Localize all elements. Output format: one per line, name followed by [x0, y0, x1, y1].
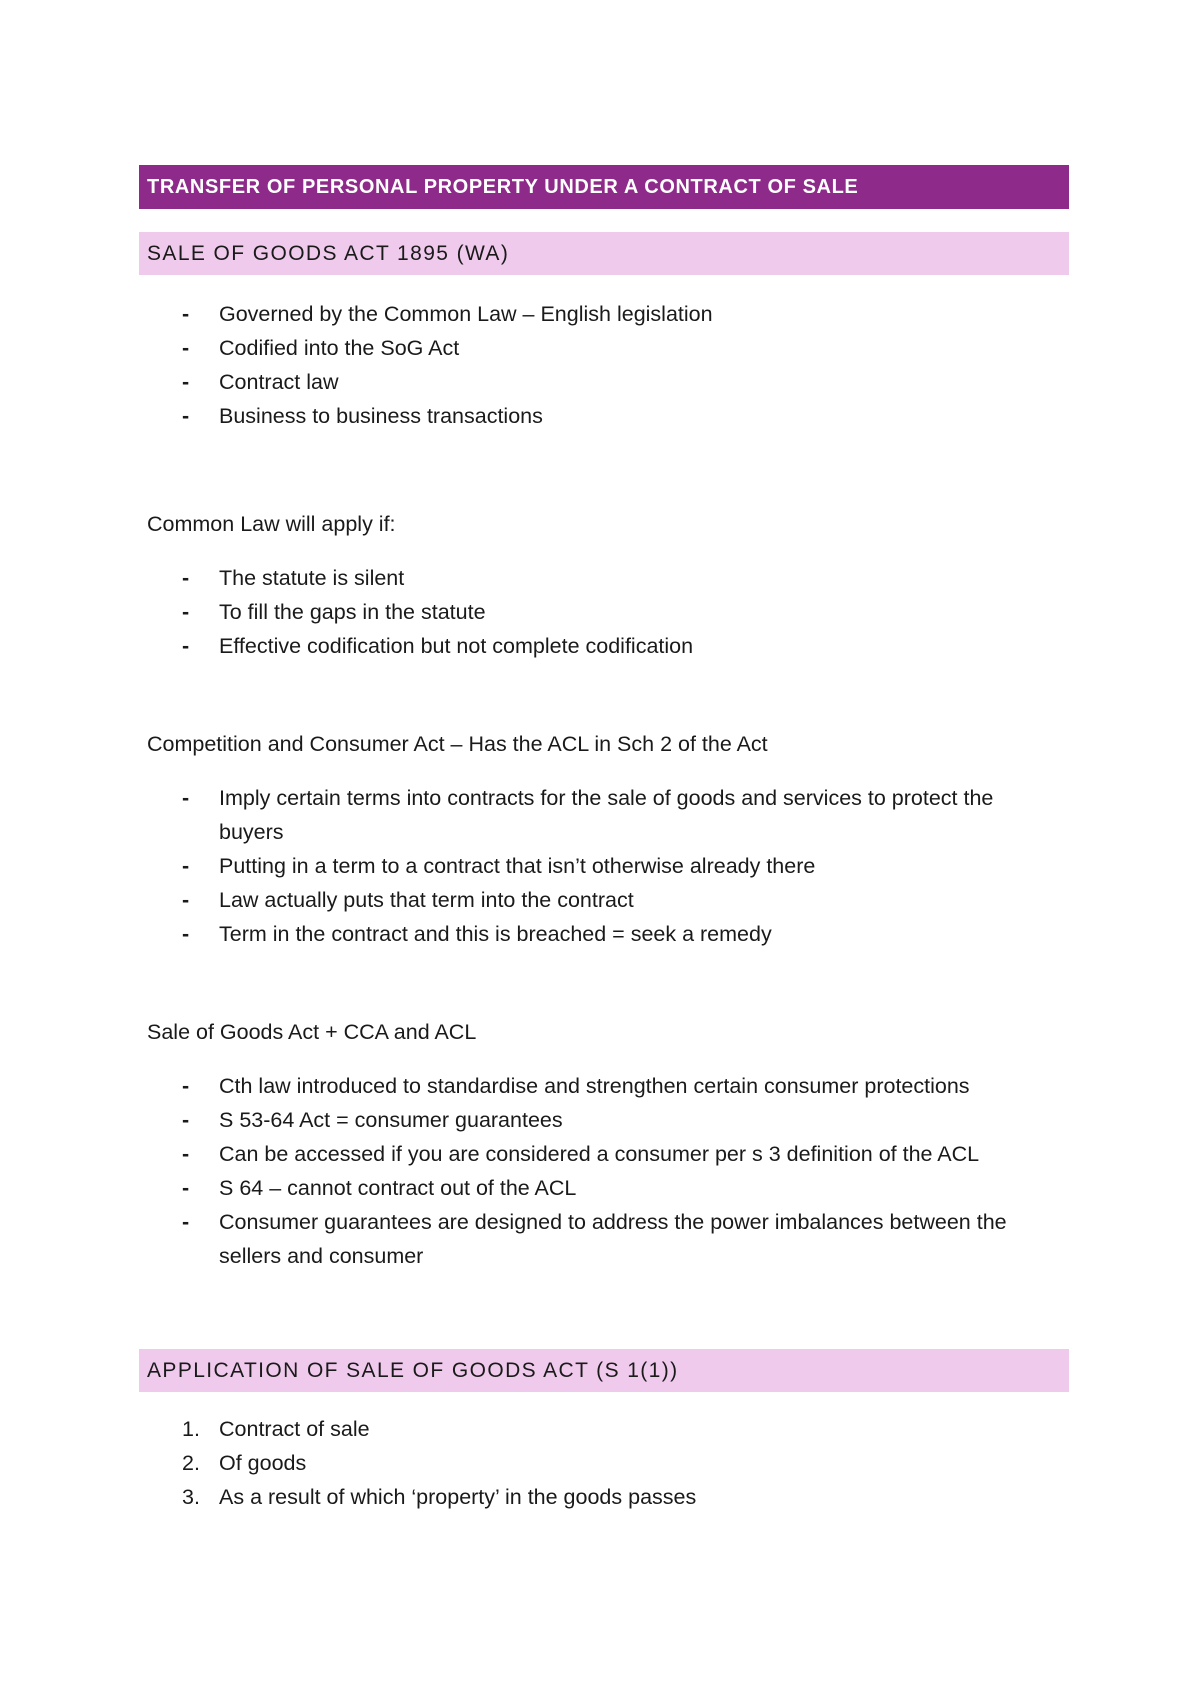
list-number: 3. [182, 1485, 200, 1509]
list-number: 2. [182, 1451, 200, 1475]
list-item: 1. Contract of sale [139, 1412, 1069, 1446]
dash-bullet: - [182, 336, 190, 360]
list-item: - Can be accessed if you are considered a consumer per s 3 definition of the ACL [139, 1137, 1069, 1171]
list-item: - To fill the gaps in the statute [139, 595, 1069, 629]
list-item: 3. As a result of which ‘property’ in the goods passes [139, 1480, 1069, 1514]
list-item: - Business to business transactions [139, 399, 1069, 433]
dash-bullet: - [182, 854, 190, 878]
section-heading-sale-of-goods-act: SALE OF GOODS ACT 1895 (WA) [139, 232, 1069, 275]
list-item: - S 64 – cannot contract out of the ACL [139, 1171, 1069, 1205]
list-item: - Effective codification but not complete codification [139, 629, 1069, 663]
dash-bullet: - [182, 600, 190, 624]
dash-bullet: - [182, 1142, 190, 1166]
list-item: - The statute is silent [139, 561, 1069, 595]
dash-bullet: - [182, 786, 190, 810]
list-item: - Contract law [139, 365, 1069, 399]
list-item: - Consumer guarantees are designed to address the power imbalances between the sellers and consumer [139, 1205, 1069, 1273]
dash-bullet: - [182, 302, 190, 326]
sale-of-goods-list [139, 297, 1069, 433]
competition-intro: Competition and Consumer Act – Has the ACL in Sch 2 of the Act [147, 732, 768, 756]
dash-bullet: - [182, 404, 190, 428]
list-item: - Codified into the SoG Act [139, 331, 1069, 365]
dash-bullet: - [182, 1210, 190, 1234]
list-item: 2. Of goods [139, 1446, 1069, 1480]
list-item: - S 53-64 Act = consumer guarantees [139, 1103, 1069, 1137]
list-item: - Governed by the Common Law – English legislation [139, 297, 1069, 331]
dash-bullet: - [182, 1176, 190, 1200]
application-list [139, 1412, 1069, 1514]
sale-cca-list [139, 1069, 1069, 1273]
document-page [139, 165, 1069, 1514]
dash-bullet: - [182, 566, 190, 590]
list-number: 1. [182, 1417, 200, 1441]
competition-list [139, 781, 1069, 951]
common-law-list [139, 561, 1069, 663]
dash-bullet: - [182, 1108, 190, 1132]
sale-cca-intro: Sale of Goods Act + CCA and ACL [147, 1020, 477, 1044]
dash-bullet: - [182, 888, 190, 912]
list-item: - Term in the contract and this is breached = seek a remedy [139, 917, 1069, 951]
list-item: - Imply certain terms into contracts for the sale of goods and services to protect the buyers [139, 781, 1069, 849]
dash-bullet: - [182, 922, 190, 946]
main-heading: TRANSFER OF PERSONAL PROPERTY UNDER A CONTRACT OF SALE [139, 165, 1069, 209]
list-item: - Law actually puts that term into the contract [139, 883, 1069, 917]
dash-bullet: - [182, 1074, 190, 1098]
list-item: - Putting in a term to a contract that isn’t otherwise already there [139, 849, 1069, 883]
dash-bullet: - [182, 634, 190, 658]
dash-bullet: - [182, 370, 190, 394]
common-law-intro: Common Law will apply if: [147, 512, 396, 536]
list-item: - Cth law introduced to standardise and strengthen certain consumer protections [139, 1069, 1069, 1103]
section-heading-application: APPLICATION OF SALE OF GOODS ACT (S 1(1)) [139, 1349, 1069, 1392]
